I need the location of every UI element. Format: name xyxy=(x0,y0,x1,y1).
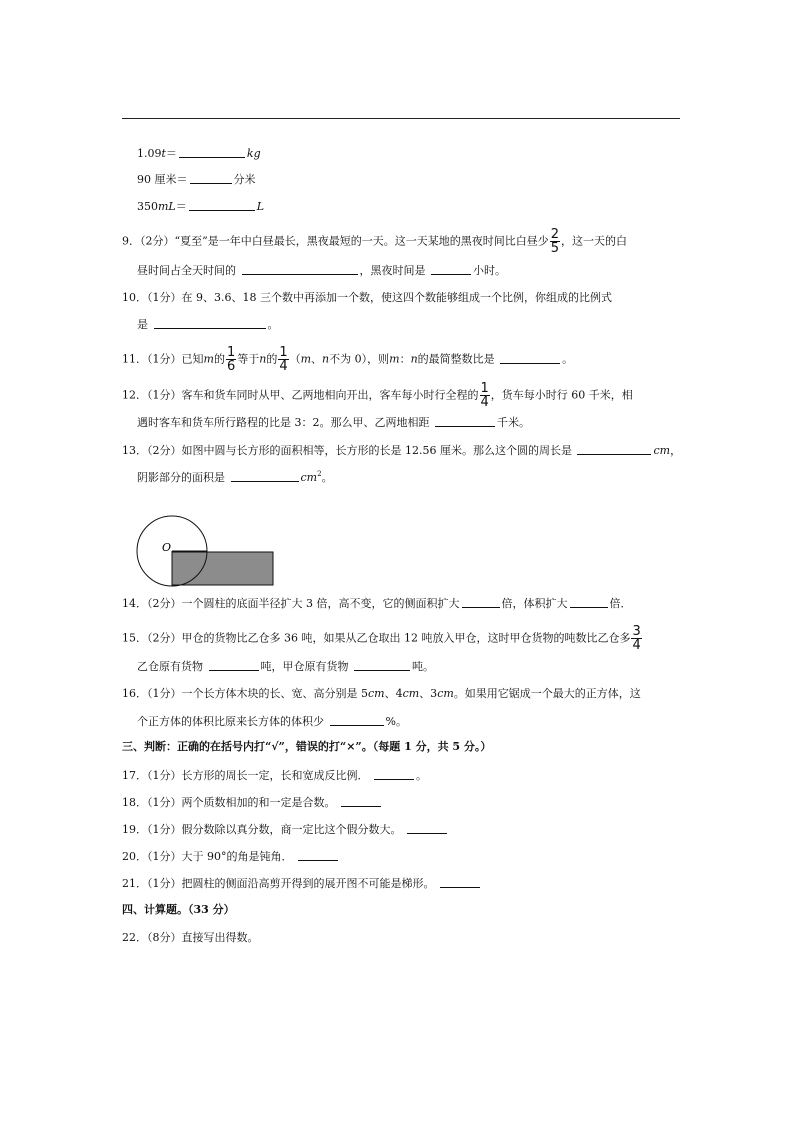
q21-text: 21．（1分）把圆柱的侧面沿高剪开得到的展开图不可能是梯形。 xyxy=(122,877,435,890)
q14-text: 14．（2分）一个圆柱的底面半径扩大 3 倍，高不变，它的侧面积扩大 xyxy=(122,597,460,610)
q9-text-end: ，这一天的白 xyxy=(561,234,628,248)
q9-line2 xyxy=(137,263,506,278)
q13-line2-text: 阴影部分的面积是 xyxy=(137,471,225,484)
q9-frac-den: 5 xyxy=(550,241,560,256)
q11-var-n: n xyxy=(259,352,267,366)
q13-text: 13．（2分）如图中圆与长方形的面积相等，长方形的长是 12.56 厘米。那么这个圆的周长是 xyxy=(122,444,572,457)
q11-fraction-2 xyxy=(278,346,288,373)
q17-text-end: 。 xyxy=(416,769,427,782)
q20-blank[interactable] xyxy=(298,849,338,861)
q9-frac-num: 2 xyxy=(550,227,560,242)
q13-unit-2: cm xyxy=(300,471,318,484)
q20-line xyxy=(122,849,340,864)
q16-unit-3: cm xyxy=(437,687,454,700)
q18-blank[interactable] xyxy=(341,795,381,807)
q12-line2 xyxy=(137,415,530,430)
q15-line2-end: 吨。 xyxy=(412,660,434,673)
q16-line2 xyxy=(137,714,407,729)
q18-line xyxy=(122,795,383,810)
q14-blank-2[interactable] xyxy=(570,596,608,608)
q13-unit-sup: 2 xyxy=(317,470,322,478)
q11-var-m2: m xyxy=(300,352,312,366)
conv2-unit: 厘米 xyxy=(154,173,177,186)
q15-frac-num: 3 xyxy=(632,624,641,639)
conversion-2 xyxy=(137,172,256,187)
q16-text-c: 、3 xyxy=(419,687,438,700)
q12-frac-num: 1 xyxy=(480,381,489,396)
q11-text-h: ： xyxy=(399,352,411,366)
q10-line1: 10．（1分）在 9、3.6、18 三个数中再添加一个数，使这四个数能够组成一个比例，你组成的比例式 xyxy=(122,291,612,304)
q15-blank-2[interactable] xyxy=(354,659,410,671)
q17-blank[interactable] xyxy=(374,768,414,780)
q16-text-a: 16．（1分）一个长方体木块的长、宽、高分别是 5 xyxy=(122,687,368,700)
q19-line xyxy=(122,822,449,837)
q15-text: 15．（2分）甲仓的货物比乙仓多 36 吨，如果从乙仓取出 12 吨放入甲仓，这时甲仓货物的吨数比乙仓多 xyxy=(122,631,631,645)
q9-fraction xyxy=(550,228,560,255)
conv2-value: 90 xyxy=(137,173,151,186)
q16-line2-end: %。 xyxy=(385,715,407,728)
q11-text-b: 的 xyxy=(213,352,225,366)
q15-fraction xyxy=(631,625,641,652)
q11-var-n3: n xyxy=(410,352,418,366)
q16-line2-text: 个正方体的体积比原来长方体的体积少 xyxy=(137,715,324,728)
conv3-unit: mL xyxy=(158,200,176,213)
q11-text-d: 的 xyxy=(266,352,278,366)
q9-line2-end: 小时。 xyxy=(473,264,506,277)
q13-unit-1: cm xyxy=(653,444,671,457)
q14-blank-1[interactable] xyxy=(462,596,500,608)
q10-blank[interactable] xyxy=(154,317,266,329)
q12-frac-den: 4 xyxy=(480,395,489,410)
q11-text-a: 11．（1分）已知 xyxy=(122,352,204,366)
q15-line2-mid: 吨，甲仓原有货物 xyxy=(260,660,349,673)
section-4-heading: 四、计算题。（33 分） xyxy=(122,903,235,916)
header-rule xyxy=(122,118,680,119)
conv1-value: 1.09 xyxy=(137,147,162,160)
q13-blank-1[interactable] xyxy=(577,443,651,455)
q9-blank-1[interactable] xyxy=(242,263,358,275)
q10-line2 xyxy=(137,317,279,332)
q15-blank-1[interactable] xyxy=(209,659,259,671)
q10-line2-text: 是 xyxy=(137,318,148,331)
q12-blank[interactable] xyxy=(435,415,495,427)
shaded-rectangle xyxy=(172,552,273,585)
q11-text-e: （ xyxy=(289,352,301,366)
q13-line2 xyxy=(137,470,333,485)
q11-text-end: 。 xyxy=(562,352,574,366)
conversion-3 xyxy=(137,199,264,214)
q13-blank-2[interactable] xyxy=(231,470,299,482)
q17-text: 17．（1分）长方形的周长一定，长和宽成反比例． xyxy=(122,769,369,782)
q11-text-f: 、 xyxy=(311,352,323,366)
q13-text-end: ， xyxy=(670,444,682,457)
conv3-eq: ＝ xyxy=(175,200,187,213)
q12-text-end: ，货车每小时行 60 千米，相 xyxy=(490,388,633,402)
q12-line1 xyxy=(122,382,633,409)
q9-line2-text: 昼时间占全天时间的 xyxy=(137,264,236,277)
conv1-blank[interactable] xyxy=(179,146,245,158)
q16-line1 xyxy=(122,687,641,701)
q11-var-n2: n xyxy=(322,352,330,366)
q11-blank[interactable] xyxy=(500,352,560,364)
q9-line1 xyxy=(122,228,627,255)
q22-line: 22．（8分）直接写出得数。 xyxy=(122,931,259,944)
q14-text-end: 倍． xyxy=(609,597,632,610)
q16-text-d: 。如果用它锯成一个最大的正方体，这 xyxy=(453,687,641,700)
conv3-value: 350 xyxy=(137,200,158,213)
conv3-target-unit: L xyxy=(256,200,265,213)
q19-text: 19．（1分）假分数除以真分数，商一定比这个假分数大。 xyxy=(122,823,402,836)
q21-line xyxy=(122,876,482,891)
q15-line2 xyxy=(137,659,434,674)
q15-line2-text: 乙仓原有货物 xyxy=(137,660,203,673)
q16-text-b: 、4 xyxy=(384,687,403,700)
conv1-unit: t xyxy=(161,147,166,160)
q19-blank[interactable] xyxy=(407,822,447,834)
q12-line2-end: 千米。 xyxy=(497,416,530,429)
section-3-heading: 三、判断：正确的在括号内打“√”，错误的打“×”。（每题 1 分，共 5 分。） xyxy=(122,740,492,753)
q11-text-c: 等于 xyxy=(237,352,260,366)
q16-unit-1: cm xyxy=(368,687,385,700)
q18-text: 18．（1分）两个质数相加的和一定是合数。 xyxy=(122,796,336,809)
q9-blank-2[interactable] xyxy=(431,263,471,275)
q11-f1-num: 1 xyxy=(226,345,236,360)
q15-frac-den: 4 xyxy=(632,638,641,653)
conv2-blank[interactable] xyxy=(190,172,232,184)
q12-fraction xyxy=(480,382,490,409)
center-label-o: O xyxy=(162,541,172,554)
q15-line1 xyxy=(122,625,643,652)
q14-line xyxy=(122,596,632,611)
q12-line2-text: 遇时客车和货车所行路程的比是 3：2。那么甲、乙两地相距 xyxy=(137,416,430,429)
circle-rectangle-figure xyxy=(134,515,284,595)
q12-text: 12．（1分）客车和货车同时从甲、乙两地相向开出，客车每小时行全程的 xyxy=(122,388,479,402)
conv1-eq: ＝ xyxy=(165,147,177,160)
conv3-blank[interactable] xyxy=(189,199,255,211)
q11-f2-num: 1 xyxy=(279,345,288,360)
q11-var-m3: m xyxy=(389,352,400,366)
q11-f2-den: 4 xyxy=(279,359,288,374)
q11-line xyxy=(122,346,573,373)
conv1-target-unit: kg xyxy=(246,147,261,160)
q9-text: 9．（2分）“夏至”是一年中白昼最长，黑夜最短的一天。这一天某地的黑夜时间比白昼少 xyxy=(122,234,549,248)
q11-text-k: 的最简整数比是 xyxy=(417,352,495,366)
q20-text: 20．（1分）大于 90°的角是钝角． xyxy=(122,850,293,863)
q17-line xyxy=(122,768,427,783)
conversion-1 xyxy=(137,146,261,161)
q16-blank[interactable] xyxy=(330,714,384,726)
q13-line2-end: 。 xyxy=(321,471,333,484)
q11-fraction-1 xyxy=(226,346,236,373)
q14-text-mid: 倍，体积扩大 xyxy=(501,597,568,610)
q21-blank[interactable] xyxy=(440,876,480,888)
q16-unit-2: cm xyxy=(402,687,420,700)
q13-line1 xyxy=(122,443,681,458)
q11-text-g: 不为 0），则 xyxy=(329,352,390,366)
q9-line2-mid: ，黑夜时间是 xyxy=(359,264,426,277)
q11-var-m: m xyxy=(203,352,214,366)
conv2-target-unit: 分米 xyxy=(233,173,256,186)
conv2-eq: ＝ xyxy=(176,173,188,186)
q10-line2-end: 。 xyxy=(267,318,279,331)
q11-f1-den: 6 xyxy=(226,359,236,374)
